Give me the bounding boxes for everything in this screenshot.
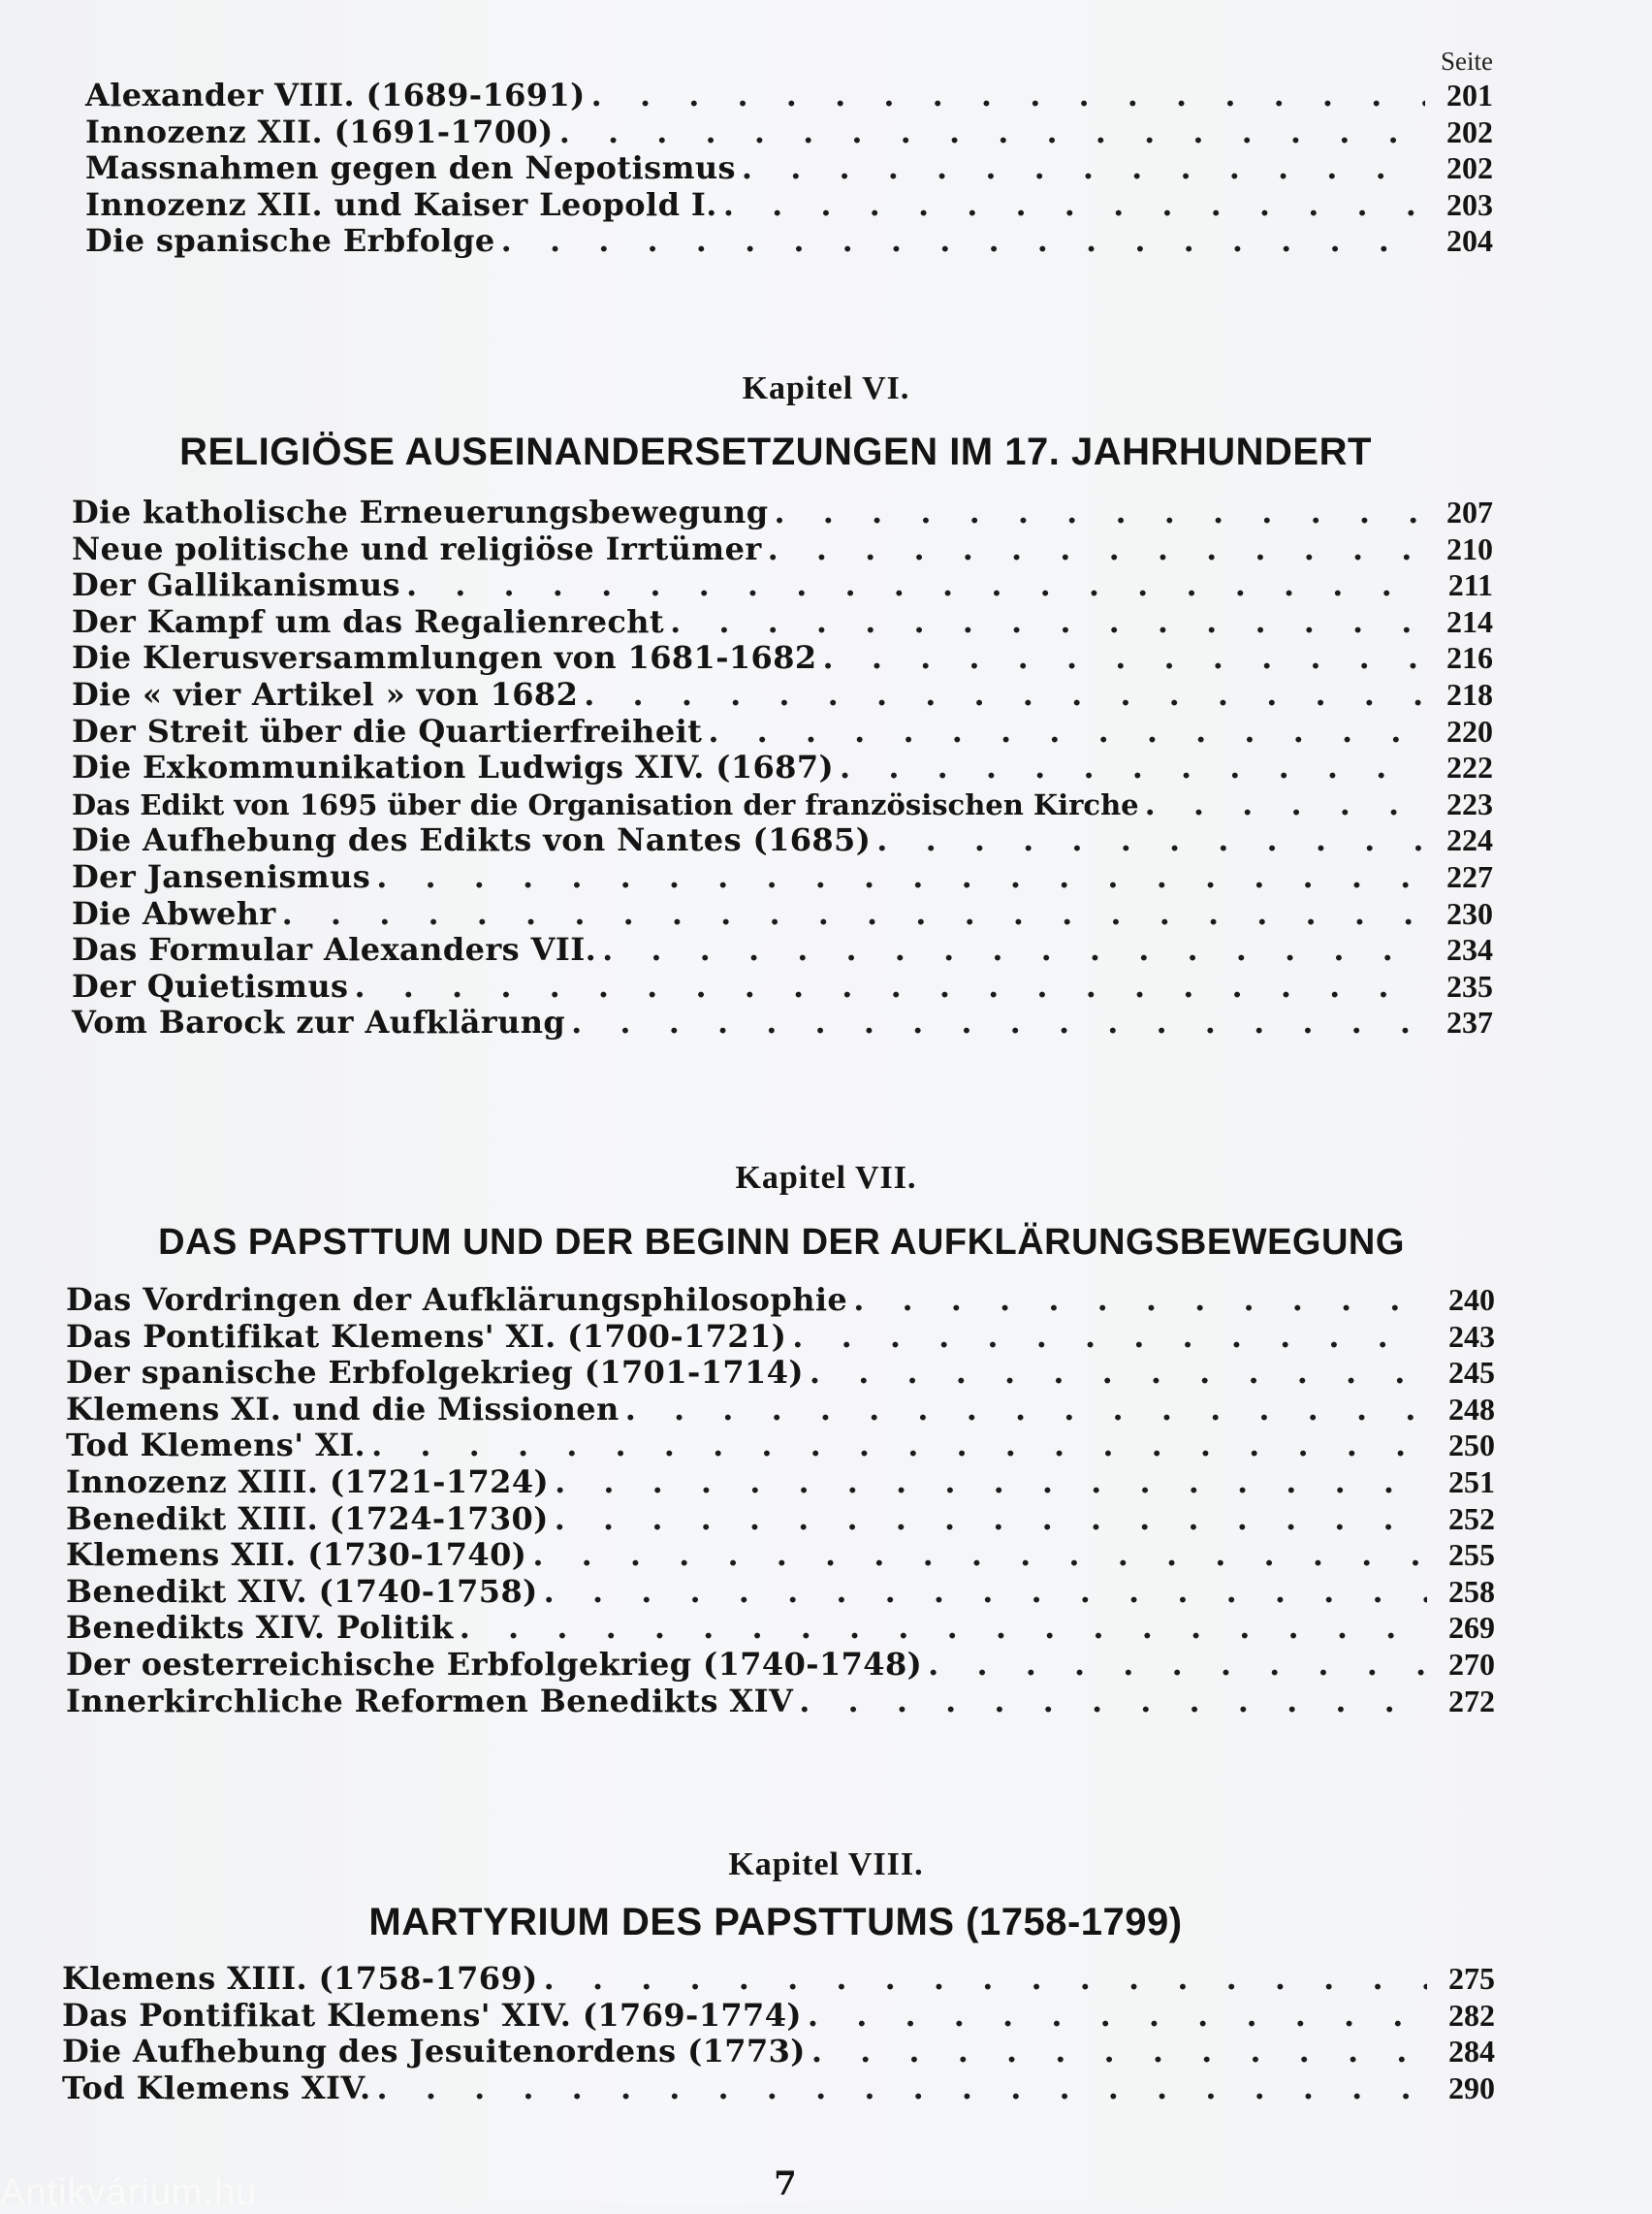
dot-leader — [876, 822, 1425, 859]
toc-entry-title: Das Formular Alexanders VII. — [72, 931, 597, 969]
toc-entry — [72, 822, 1493, 859]
dot-leader — [559, 114, 1425, 151]
toc-entry — [72, 859, 1493, 896]
toc-entry-page: 258 — [1448, 1573, 1495, 1609]
toc-entry-page: 201 — [1446, 78, 1493, 112]
dot-leader — [670, 604, 1425, 641]
toc-entry-page: 220 — [1446, 713, 1493, 749]
dot-leader — [723, 187, 1425, 224]
toc-entry-page: 207 — [1446, 495, 1493, 529]
toc-entry — [66, 1647, 1495, 1684]
toc-entry-page: 250 — [1448, 1428, 1495, 1463]
toc-entry-title: Klemens XIII. (1758-1769) — [62, 1960, 538, 1997]
toc-entry — [72, 714, 1493, 751]
toc-entry-page: 211 — [1447, 567, 1493, 603]
dot-leader — [591, 78, 1425, 114]
toc-entry-page: 203 — [1446, 186, 1493, 222]
toc-entry-page: 248 — [1448, 1391, 1495, 1427]
toc-entry-title: Der Quietismus — [72, 967, 349, 1005]
toc-entry-page: 223 — [1446, 786, 1493, 821]
toc-entry-page: 227 — [1446, 858, 1493, 894]
dot-leader — [571, 1005, 1425, 1042]
toc-entry-title: Die Aufhebung des Edikts von Nantes (1685) — [72, 821, 872, 859]
toc-entry-title: Benedikt XIII. (1724-1730) — [66, 1499, 549, 1537]
dot-leader — [742, 150, 1425, 187]
toc-entry-title: Die spanische Erbfolge — [85, 222, 495, 260]
dot-leader — [811, 2034, 1427, 2070]
dot-leader — [544, 1961, 1427, 1998]
toc-entry-page: 243 — [1448, 1318, 1495, 1354]
toc-entry-title: Vom Barock zur Aufklärung — [72, 1004, 566, 1042]
dot-leader — [853, 1282, 1427, 1319]
toc-entry-title: Massnahmen gegen den Nepotismus — [85, 149, 736, 187]
toc-entry — [62, 2070, 1495, 2107]
toc-entry-title: Der Kampf um das Regalienrecht — [72, 602, 665, 640]
toc-entry — [72, 932, 1493, 969]
dot-leader — [808, 1998, 1427, 2035]
seite-column-header: Seite — [1441, 47, 1493, 76]
toc-entry-page: 218 — [1446, 676, 1493, 712]
chapter-6-title: RELIGIÖSE AUSEINANDERSETZUNGEN IM 17. JAHRHUNDERT — [179, 431, 1372, 473]
toc-entry-page: 252 — [1448, 1500, 1495, 1536]
dot-leader — [602, 932, 1425, 969]
toc-entry-title: Der Gallikanismus — [72, 566, 400, 604]
toc-entry — [66, 1319, 1495, 1356]
dot-leader — [840, 750, 1425, 786]
dot-leader — [406, 567, 1425, 604]
toc-entry-title: Der Streit über die Quartierfreiheit — [72, 712, 703, 750]
dot-leader — [584, 677, 1425, 714]
toc-entry — [85, 114, 1493, 151]
chapter-6-label: Kapitel VI. — [742, 370, 910, 406]
toc-entry — [66, 1537, 1495, 1574]
dot-leader — [625, 1392, 1427, 1428]
toc-entry — [62, 1961, 1495, 1998]
toc-entry-title: Innozenz XII. (1691-1700) — [85, 112, 554, 150]
toc-entry — [72, 1005, 1493, 1042]
toc-entry-title: Tod Klemens' XI. — [66, 1427, 366, 1464]
toc-entry-page: 270 — [1448, 1646, 1495, 1682]
toc-entry — [85, 187, 1493, 224]
toc-entry-page: 234 — [1446, 932, 1493, 968]
toc-entry-title: Benedikt XIV. (1740-1758) — [66, 1572, 538, 1610]
dot-leader — [1145, 786, 1425, 823]
toc-list-chapter-8 — [62, 1961, 1495, 2106]
toc-entry — [66, 1282, 1495, 1319]
toc-entry-page: 290 — [1448, 2070, 1495, 2105]
toc-list-chapter-6 — [72, 495, 1493, 1042]
toc-entry-page: 284 — [1448, 2034, 1495, 2070]
toc-entry — [72, 896, 1493, 933]
toc-entry-title: Die Aufhebung des Jesuitenordens (1773) — [62, 2033, 806, 2070]
toc-entry — [66, 1392, 1495, 1428]
dot-leader — [708, 714, 1425, 751]
toc-entry — [66, 1574, 1495, 1611]
toc-entry — [66, 1501, 1495, 1538]
dot-leader — [768, 531, 1425, 568]
dot-leader — [460, 1610, 1427, 1647]
toc-entry-title: Die katholische Erneuerungsbewegung — [72, 494, 769, 530]
toc-entry-page: 275 — [1448, 1961, 1495, 1996]
toc-entry-page: 216 — [1446, 640, 1493, 676]
toc-entry-page: 235 — [1446, 968, 1493, 1004]
toc-entry-title: Die Exkommunikation Ludwigs XIV. (1687) — [72, 749, 835, 786]
toc-entry-title: Innozenz XII. und Kaiser Leopold I. — [85, 185, 717, 223]
toc-entry-page: 245 — [1448, 1355, 1495, 1391]
toc-entry-page: 255 — [1448, 1537, 1495, 1573]
dot-leader — [376, 859, 1425, 896]
toc-entry-page: 272 — [1448, 1683, 1495, 1718]
dot-leader — [377, 2070, 1427, 2107]
toc-entry-page: 282 — [1448, 1997, 1495, 2033]
toc-entry-title: Die Abwehr — [72, 894, 276, 932]
toc-entry — [66, 1355, 1495, 1392]
toc-list-chapter-7 — [66, 1282, 1495, 1719]
dot-leader — [799, 1684, 1427, 1720]
toc-entry-page: 237 — [1446, 1005, 1493, 1041]
dot-leader — [282, 896, 1425, 933]
dot-leader — [555, 1464, 1427, 1501]
page-number: 7 — [774, 2165, 797, 2203]
toc-entry-title: Der Jansenismus — [72, 857, 371, 895]
toc-entry-title: Das Edikt von 1695 über die Organisation der französischen Kirche — [72, 787, 1139, 821]
toc-entry-title: Der oesterreichische Erbfolgekrieg (1740-1748) — [66, 1645, 923, 1683]
chapter-8-label: Kapitel VIII. — [728, 1846, 924, 1882]
toc-entry-title: Klemens XII. (1730-1740) — [66, 1536, 527, 1574]
toc-entry — [72, 969, 1493, 1006]
dot-leader — [774, 495, 1425, 531]
toc-entry — [85, 150, 1493, 187]
toc-entry — [72, 495, 1493, 531]
toc-entry-page: 202 — [1446, 150, 1493, 186]
toc-entry — [66, 1428, 1495, 1464]
toc-list-top — [85, 78, 1493, 260]
dot-leader — [371, 1428, 1427, 1464]
toc-entry — [66, 1684, 1495, 1720]
toc-entry-title: Das Vordringen der Aufklärungsphilosophie — [66, 1281, 848, 1318]
toc-entry-title: Neue politische und religiöse Irrtümer — [72, 529, 762, 567]
dot-leader — [810, 1355, 1427, 1392]
toc-entry-title: Der spanische Erbfolgekrieg (1701-1714) — [66, 1354, 804, 1392]
dot-leader — [792, 1319, 1427, 1356]
dot-leader — [501, 223, 1425, 260]
dot-leader — [555, 1501, 1427, 1538]
toc-entry — [72, 786, 1493, 823]
toc-entry-title: Die « vier Artikel » von 1682 — [72, 675, 579, 713]
toc-entry — [72, 604, 1493, 641]
toc-entry-title: Benedikts XIV. Politik — [66, 1609, 454, 1647]
dot-leader — [928, 1647, 1427, 1684]
toc-entry-page: 251 — [1448, 1463, 1495, 1499]
toc-entry — [66, 1464, 1495, 1501]
toc-entry-page: 202 — [1446, 113, 1493, 149]
chapter-8-title: MARTYRIUM DES PAPSTTUMS (1758-1799) — [368, 1901, 1183, 1943]
toc-entry-title: Tod Klemens XIV. — [62, 2069, 371, 2106]
toc-entry-page: 230 — [1446, 895, 1493, 931]
toc-entry-page: 269 — [1448, 1610, 1495, 1646]
toc-entry-title: Klemens XI. und die Missionen — [66, 1390, 620, 1428]
toc-entry — [85, 78, 1493, 114]
toc-entry-page: 224 — [1446, 822, 1493, 858]
toc-entry-page: 240 — [1448, 1282, 1495, 1317]
toc-entry-title: Innozenz XIII. (1721-1724) — [66, 1462, 550, 1500]
chapter-7-label: Kapitel VII. — [735, 1160, 917, 1196]
toc-entry — [62, 1998, 1495, 2035]
dot-leader — [354, 969, 1425, 1006]
toc-entry-title: Innerkirchliche Reformen Benedikts XIV — [66, 1682, 794, 1719]
toc-entry-title: Das Pontifikat Klemens' XI. (1700-1721) — [66, 1317, 787, 1355]
toc-entry-page: 204 — [1446, 223, 1493, 259]
toc-entry-title: Das Pontifikat Klemens' XIV. (1769-1774) — [62, 1996, 802, 2034]
toc-entry-page: 210 — [1446, 530, 1493, 566]
toc-entry — [72, 640, 1493, 677]
toc-entry — [62, 2034, 1495, 2070]
toc-entry-page: 222 — [1446, 750, 1493, 786]
dot-leader — [544, 1574, 1427, 1611]
toc-entry — [85, 223, 1493, 260]
toc-entry — [72, 567, 1493, 604]
toc-entry — [72, 531, 1493, 568]
toc-entry-page: 214 — [1446, 603, 1493, 639]
toc-entry-title: Die Klerusversammlungen von 1681-1682 — [72, 639, 817, 677]
toc-entry — [66, 1610, 1495, 1647]
toc-entry — [72, 750, 1493, 786]
watermark: Antikvárium.hu — [0, 2172, 258, 2213]
dot-leader — [532, 1537, 1427, 1574]
dot-leader — [823, 640, 1425, 677]
chapter-7-title: DAS PAPSTTUM UND DER BEGINN DER AUFKLÄRUNGSBEWEGUNG — [158, 1222, 1405, 1263]
toc-entry-title: Alexander VIII. (1689-1691) — [85, 77, 586, 113]
toc-entry — [72, 677, 1493, 714]
